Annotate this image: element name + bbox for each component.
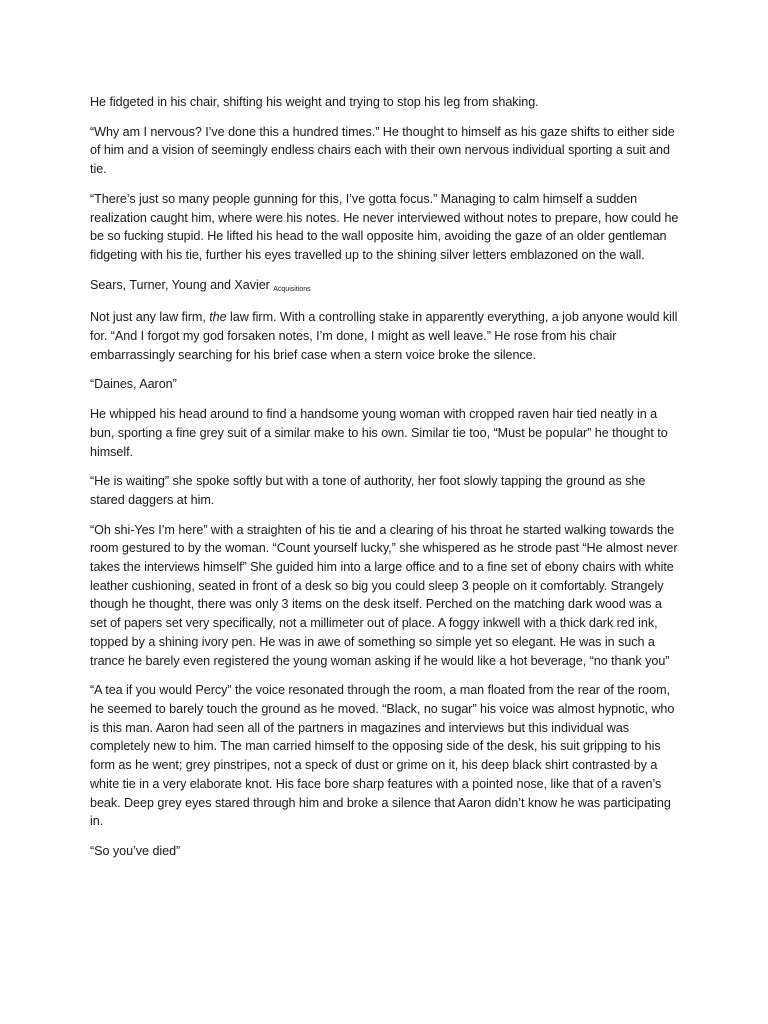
paragraph-9: “Oh shi-Yes I’m here” with a straighten of his tie and a clearing of his throat he started walking towards the room gestured to by the woman. “Count yourself lucky,” she whispered as he strode past “He almost never takes the interviews himself” She guided him into a large office and to a fine set of ebony chairs with white leather cushioning, seated in front of a desk so big you could sleep 3 people on it comfortably. Strangely though he thought, there was only 3 items on the desk itself. Perched on the matching dark wood was a set of papers set very specifically, not a millimeter out of place. A foggy inkwell with a thick dark red ink, topped by a shining ivory pen. He was in awe of something so simple yet so elegant. He was in such a trance he barely even registered the young woman asking if he would like a hot beverage, “no thank you”: [90, 522, 678, 668]
firm-subtitle: Acquisitions: [273, 285, 311, 293]
paragraph-7: He whipped his head around to find a handsome young woman with cropped raven hair tied neatly in a bun, sporting a fine grey suit of a similar make to his own. Similar tie too, “Must be popular” he thought to himself.: [90, 407, 668, 459]
paragraph-11: “So you’ve died”: [90, 843, 181, 858]
paragraph-1: He fidgeted in his chair, shifting his weight and trying to stop his leg from shaking.: [90, 95, 539, 109]
paragraph-8: “He is waiting” she spoke softly but with a tone of authority, her foot slowly tapping the ground as she stared daggers at him.: [90, 474, 646, 507]
paragraph-5: [90, 308, 680, 364]
firm-name: Sears, Turner, Young and Xavier: [90, 277, 270, 292]
paragraph-3: “There’s just so many people gunning for this, I’ve gotta focus.” Managing to calm himself a sudden realization caught him, where were his notes. He never interviewed without notes to prepare, how could he be so fucking stupid. He lifted his head to the wall opposite him, avoiding the gaze of an older gentleman fidgeting with his tie, further his eyes travelled up to the shining silver letters emblazoned on the wall.: [90, 191, 679, 262]
paragraph-5-emphasis: the: [209, 310, 227, 325]
paragraph-5-part-a: Not just any law firm,: [90, 310, 210, 325]
paragraph-5-part-b: law firm. With a controlling stake in apparently everything, a job anyone would kill for. “And I forgot my god forsaken notes, I’m done, I might as well leave.” He rose from his chair embarrassingly searching for his brief case when a stern voice broke the silence.: [90, 310, 678, 362]
paragraph-6: “Daines, Aaron”: [90, 377, 177, 392]
paragraph-4: [90, 276, 680, 298]
paragraph-2: “Why am I nervous? I’ve done this a hundred times.” He thought to himself as his gaze shifts to either side of him and a vision of seemingly endless chairs each with their own nervous individual sporting a suit and tie.: [90, 124, 675, 177]
paragraph-10: “A tea if you would Percy” the voice resonated through the room, a man floated from the rear of the room, he seemed to barely touch the ground as he moved. “Black, no sugar” his voice was almost hypnotic, who is this man. Aaron had seen all of the partners in magazines and interviews but this individual was completely new to him. The man carried himself to the opposing side of the desk, his suit gripping to his form as he went; grey pinstripes, not a speck of dust or grime on it, his deep black shirt contrasted by a white tie in a very elaborate knot. His face bore sharp features with a pointed nose, like that of a raven’s beak. Deep grey eyes stared through him and broke a silence that Aaron didn’t know he was participating in.: [90, 683, 675, 829]
